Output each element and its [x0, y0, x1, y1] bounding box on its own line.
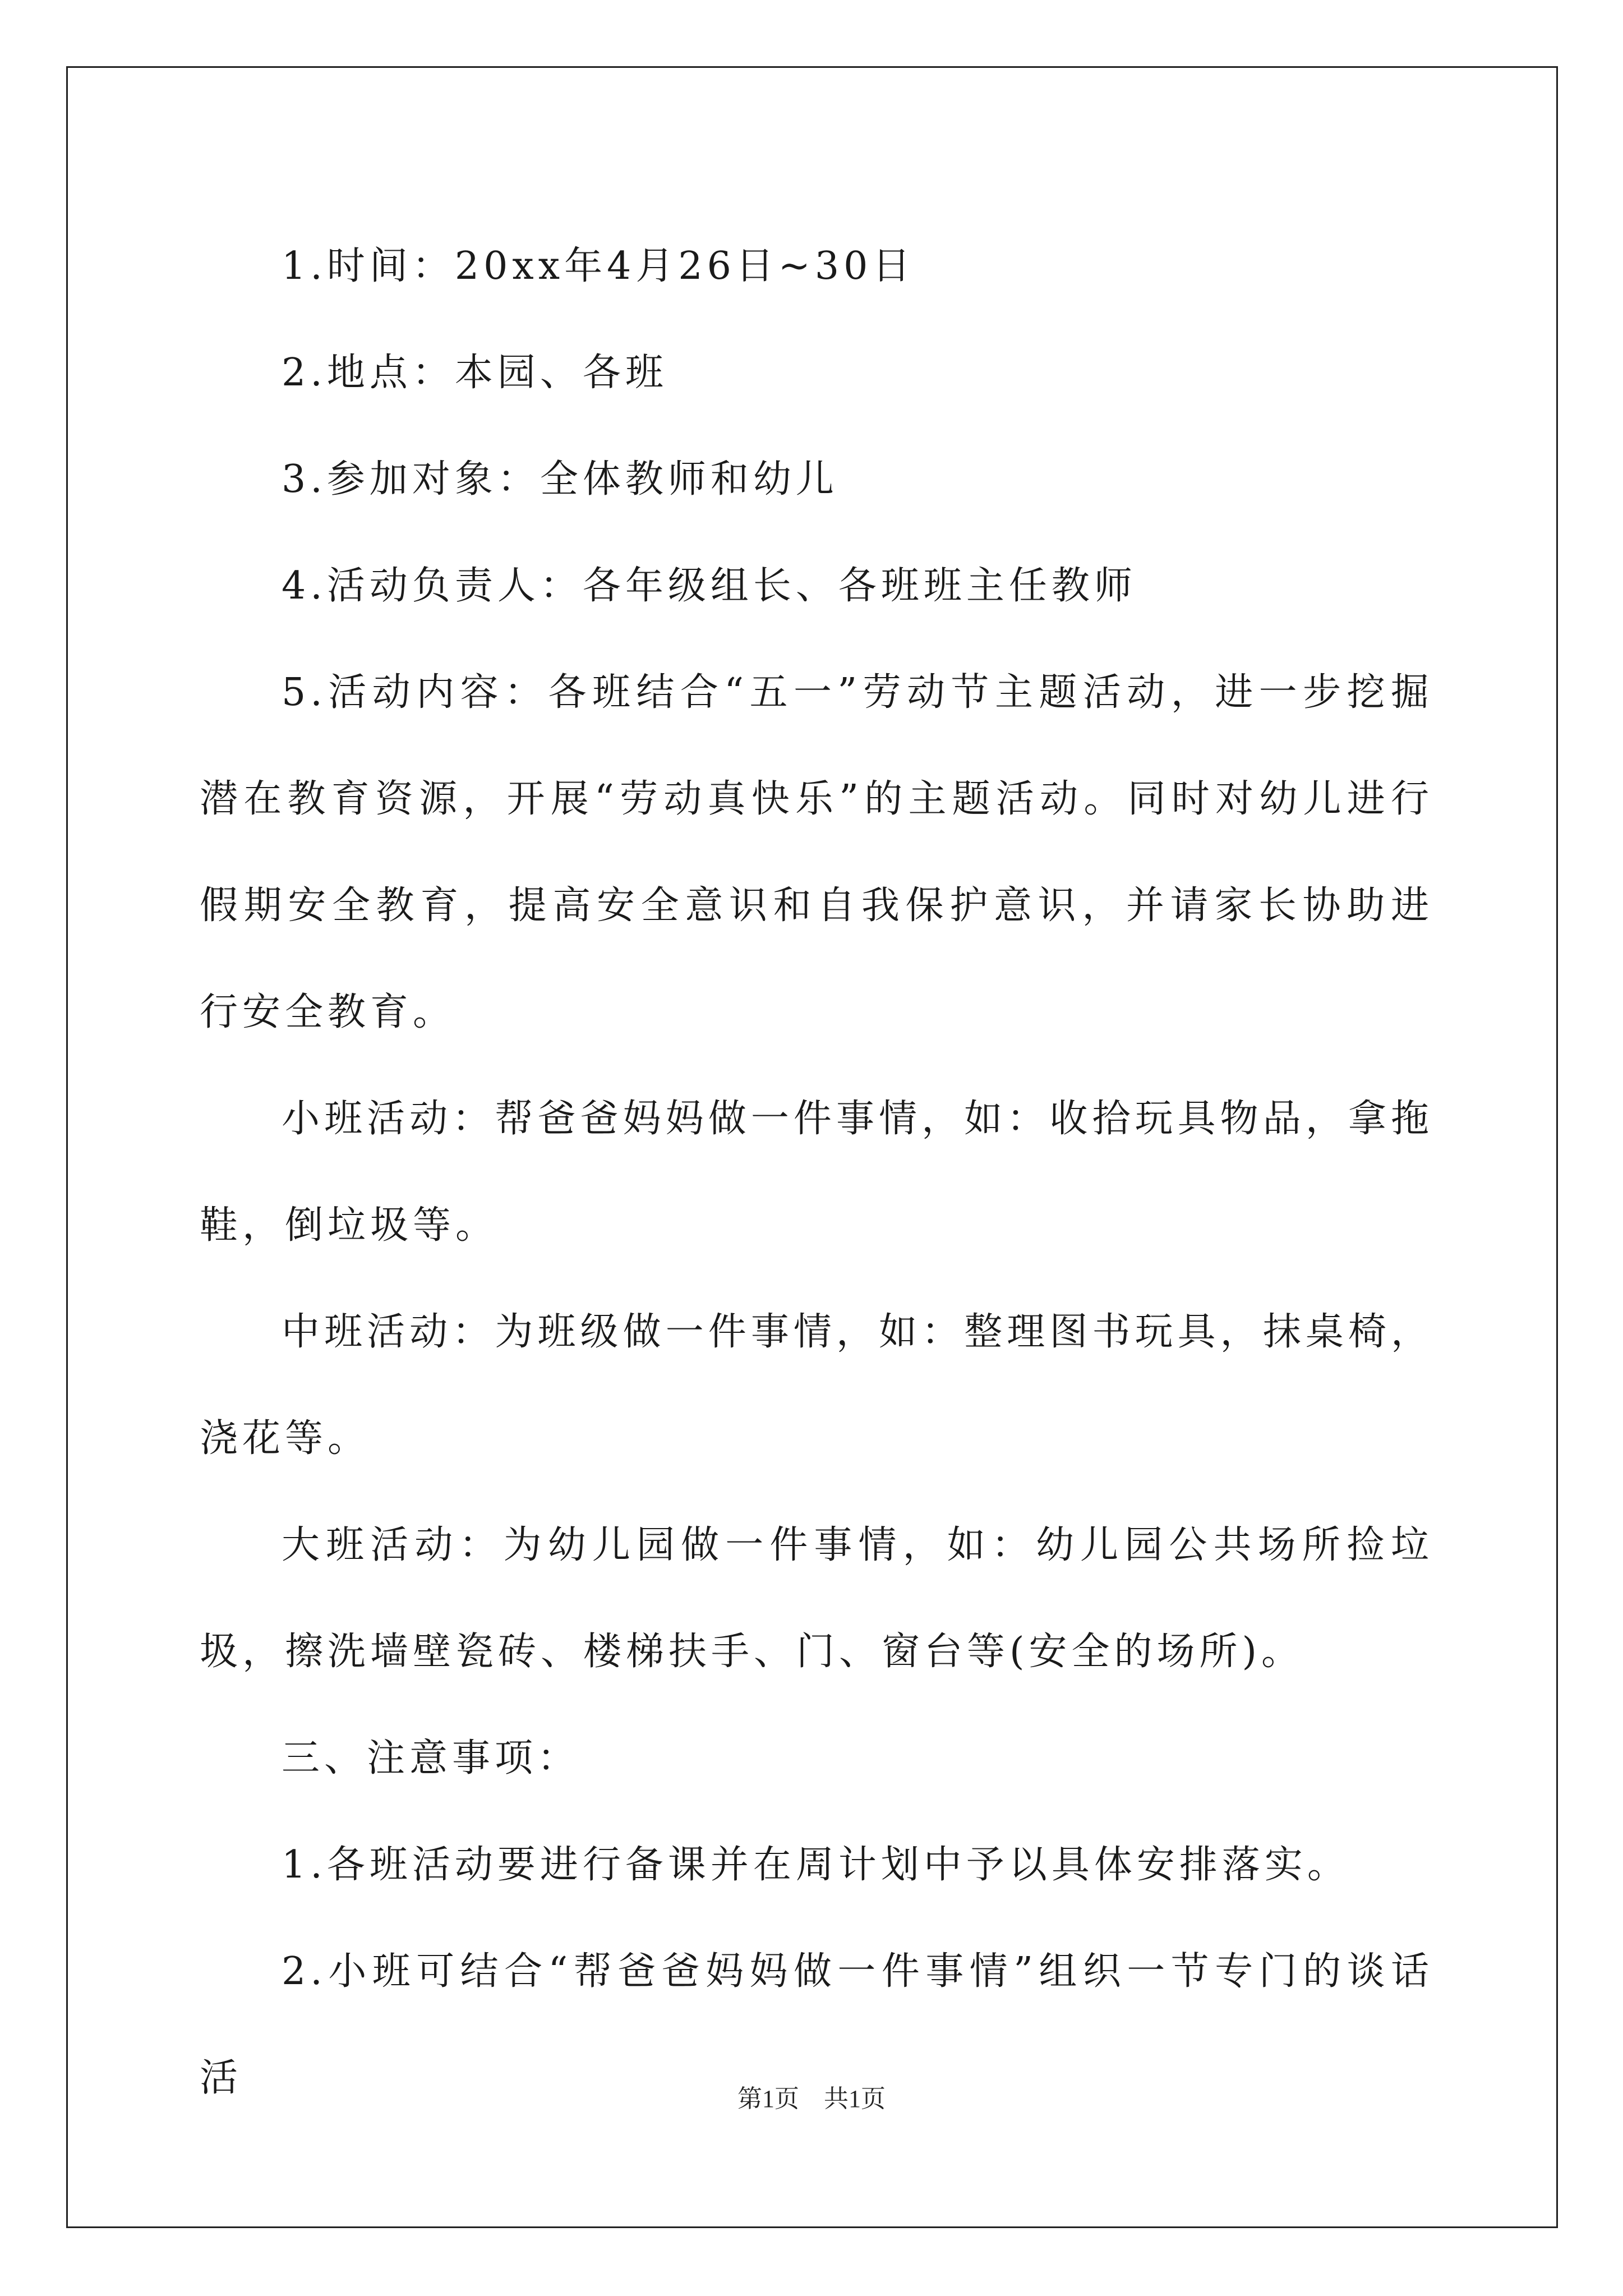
- page-footer: 第1页 共1页: [737, 2085, 886, 2113]
- paragraph-participants: 3.参加对象：全体教师和幼儿: [282, 457, 838, 501]
- paragraph-time: 1.时间：20xx年4月26日~30日: [282, 244, 915, 288]
- paragraph-note-2: 2.小班可结合“帮爸爸妈妈做一件事情”组织一节专门的谈话活: [200, 1949, 1433, 2100]
- paragraph-large-class: 大班活动：为幼儿园做一件事情，如：幼儿园公共场所捡垃圾，擦洗墙壁瓷砖、楼梯扶手、门、窗台等(安全的场所)。: [200, 1523, 1433, 1674]
- section-heading-notes: 三、注意事项：: [282, 1736, 580, 1780]
- paragraph-content: 5.活动内容：各班结合“五一”劳动节主题活动，进一步挖掘潜在教育资源，开展“劳动真快乐”的主题活动。同时对幼儿进行假期安全教育，提高安全意识和自我保护意识，并请家长协助进行安全教育。: [200, 670, 1433, 1034]
- paragraph-responsible: 4.活动负责人：各年级组长、各班班主任教师: [282, 564, 1137, 608]
- paragraph-location: 2.地点：本园、各班: [282, 351, 668, 395]
- paragraph-note-1: 1.各班活动要进行备课并在周计划中予以具体安排落实。: [282, 1843, 1350, 1887]
- document-body: [200, 213, 1433, 2132]
- paragraph-middle-class: 中班活动：为班级做一件事情，如：整理图书玩具，抹桌椅，浇花等。: [200, 1310, 1433, 1461]
- paragraph-small-class: 小班活动：帮爸爸妈妈做一件事情，如：收拾玩具物品，拿拖鞋，倒垃圾等。: [200, 1097, 1433, 1248]
